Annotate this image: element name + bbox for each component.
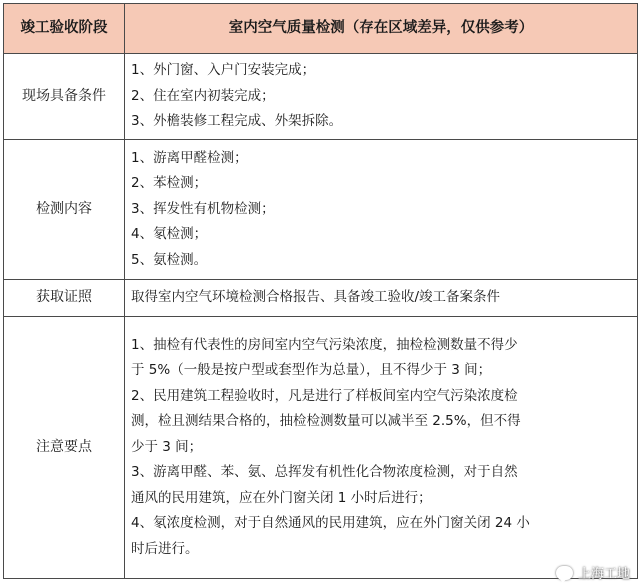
content-line: 1、抽检有代表性的房间室内空气污染浓度，抽检检测数量不得少 (131, 336, 518, 353)
content-line: 时后进行。 (131, 540, 199, 557)
table-row (4, 280, 638, 317)
content-line: 2、民用建筑工程验收时，凡是进行了样板间室内空气污染浓度检 (131, 387, 518, 404)
content-line: 4、氡浓度检测，对于自然通风的民用建筑，应在外门窗关闭 24 小 (131, 515, 530, 532)
content-line: 1、游离甲醛检测； (131, 149, 248, 166)
content-line: 5、氨检测。 (131, 251, 208, 268)
content-line: 3、游离甲醛、苯、氨、总挥发有机性化合物浓度检测，对于自然 (131, 464, 518, 481)
content-line: 2、住在室内初装完成； (131, 87, 275, 104)
header-stage: 竣工验收阶段 (4, 4, 125, 54)
acceptance-table (3, 3, 638, 579)
stage-cell: 检测内容 (4, 140, 125, 280)
content-line: 通风的民用建筑，应在外门窗关闭 1 小时后进行； (131, 489, 432, 506)
content-cell (125, 317, 638, 579)
table-header-row (4, 4, 638, 54)
content-cell (125, 140, 638, 280)
content-cell (125, 54, 638, 140)
content-line: 3、外檐装修工程完成、外架拆除。 (131, 113, 343, 130)
content-line: 少于 3 间； (131, 438, 203, 455)
content-line: 3、挥发性有机物检测； (131, 200, 275, 217)
table-row (4, 317, 638, 579)
content-line: 取得室内空气环境检测合格报告、具备竣工验收/竣工备案条件 (131, 289, 501, 306)
content-line: 测，检且测结果合格的，抽检检测数量可以减半至 2.5%，但不得 (131, 413, 521, 430)
watermark-text: 上海工地 (577, 567, 630, 582)
content-line: 于 5%（一般是按户型或套型作为总量），且不得少于 3 间； (131, 362, 492, 379)
content-cell (125, 280, 638, 317)
table-row (4, 140, 638, 280)
content-line: 4、氡检测； (131, 226, 208, 243)
content-line: 1、外门窗、入户门安装完成； (131, 62, 316, 79)
header-content: 室内空气质量检测（存在区域差异，仅供参考） (125, 4, 638, 54)
stage-cell: 获取证照 (4, 280, 125, 317)
watermark (556, 563, 630, 582)
stage-cell: 现场具备条件 (4, 54, 125, 140)
stage-cell: 注意要点 (4, 317, 125, 579)
content-line: 2、苯检测； (131, 175, 208, 192)
table-row (4, 54, 638, 140)
wechat-icon (556, 566, 573, 580)
